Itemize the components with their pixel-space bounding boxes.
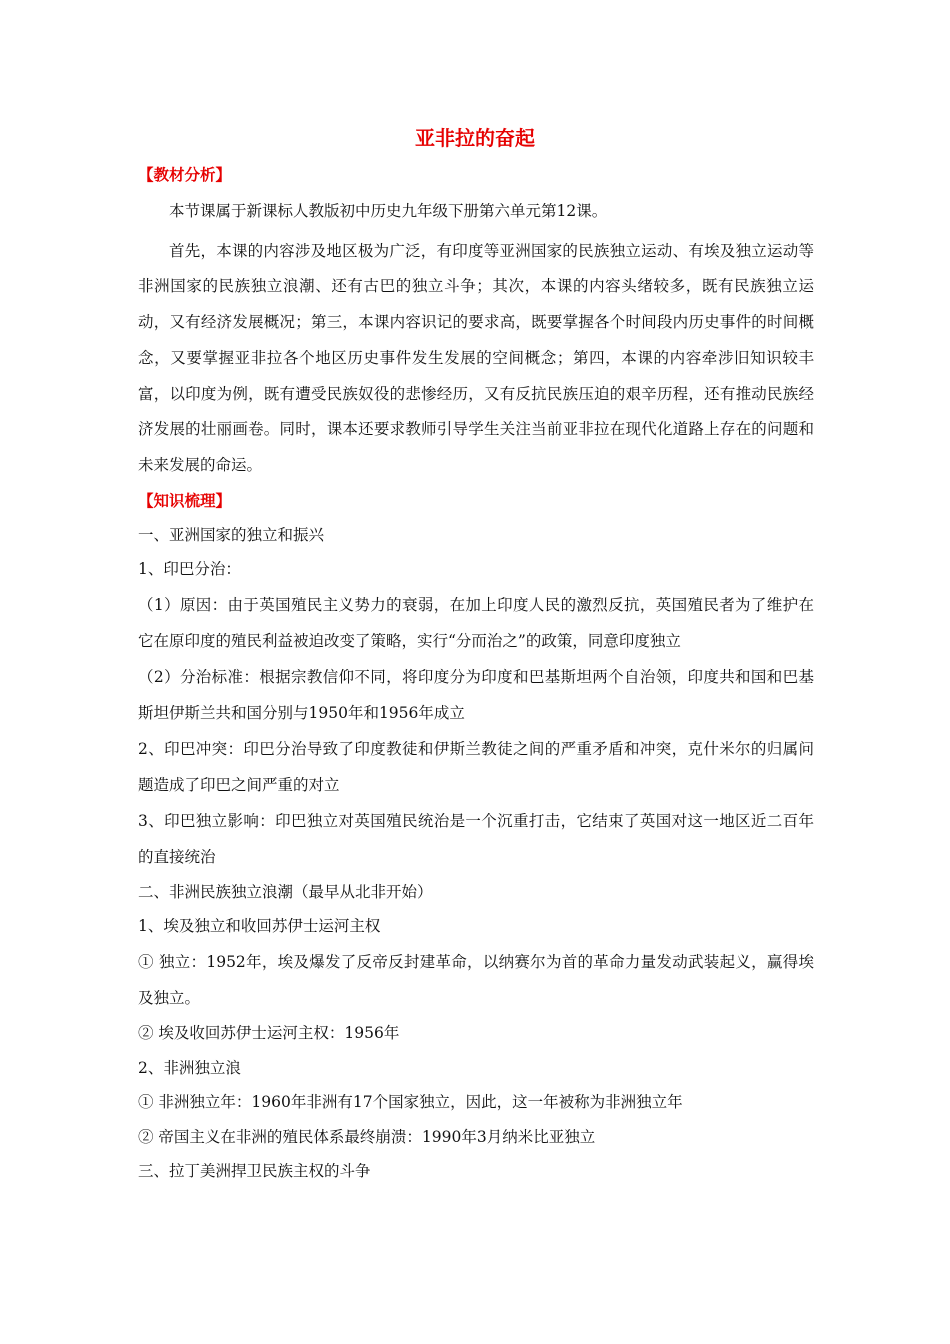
latam-section-title: 三、拉丁美洲捍卫民族主权的斗争 — [138, 1162, 371, 1181]
colonial-collapse: ② 帝国主义在非洲的殖民体系最终崩溃：1990年3月纳米比亚独立 — [138, 1127, 596, 1146]
asia-section-title: 一、亚洲国家的独立和振兴 — [138, 525, 325, 544]
section-heading-analysis: 【教材分析】 — [138, 165, 232, 184]
analysis-paragraph-2: 首先，本课的内容涉及地区极为广泛，有印度等亚洲国家的民族独立运动、有埃及独立运动等非洲国家的民族独立浪潮、还有古巴的独立斗争；其次，本课的内容头绪较多，既有民族独立运动，又有经济发展概况；第三，本课内容识记的要求高，既要掌握各个时间段内历史事件的时间概念，又要掌握亚非拉各个地区历史事件发生发展的空间概念；第四，本课的内容牵涉旧知识较丰富，以印度为例，既有遭受民族奴役的悲惨经历，又有反抗民族压迫的艰辛历程，还有推动民族经济发展的壮丽画卷。同时，课本还要求教师引导学生关注当前亚非拉在现代化道路上存在的问题和未来发展的命运。 — [138, 241, 814, 474]
analysis-paragraph-1: 本节课属于新课标人教版初中历史九年级下册第六单元第12课。 — [169, 202, 608, 220]
egypt-suez: ② 埃及收回苏伊士运河主权：1956年 — [138, 1024, 400, 1042]
africa-year: ① 非洲独立年：1960年非洲有17个国家独立，因此，这一年被称为非洲独立年 — [138, 1093, 683, 1112]
conflict-item: 2、印巴冲突：印巴分治导致了印度教徒和伊斯兰教徒之间的严重矛盾和冲突，克什米尔的归属问题造成了印巴之间严重的对立 — [138, 739, 814, 794]
partition-cause: （1）原因：由于英国殖民主义势力的衰弱，在加上印度人民的激烈反抗，英国殖民者为了维护在它在原印度的殖民利益被迫改变了策略，实行“分而治之”的政策，同意印度独立 — [138, 595, 814, 650]
egypt-title: 1、埃及独立和收回苏伊士运河主权 — [138, 917, 381, 936]
partition-title: 1、印巴分治： — [138, 560, 241, 579]
document-body — [138, 158, 814, 1189]
partition-standard: （2）分治标准：根据宗教信仰不同，将印度分为印度和巴基斯坦两个自治领，印度共和国和巴基斯坦伊斯兰共和国分别与1950年和1956年成立 — [138, 667, 814, 722]
section-heading-knowledge: 【知识梳理】 — [138, 490, 232, 510]
document-title: 亚非拉的奋起 — [415, 126, 535, 150]
africa-section-title: 二、非洲民族独立浪潮（最早从北非开始） — [138, 882, 433, 901]
africa-wave-title: 2、非洲独立浪 — [138, 1058, 241, 1077]
impact-item: 3、印巴独立影响：印巴独立对英国殖民统治是一个沉重打击，它结束了英国对这一地区近二百年的直接统治 — [138, 811, 814, 866]
egypt-independence: ① 独立：1952年，埃及爆发了反帝反封建革命，以纳赛尔为首的革命力量发动武装起义，赢得埃及独立。 — [138, 953, 814, 1007]
